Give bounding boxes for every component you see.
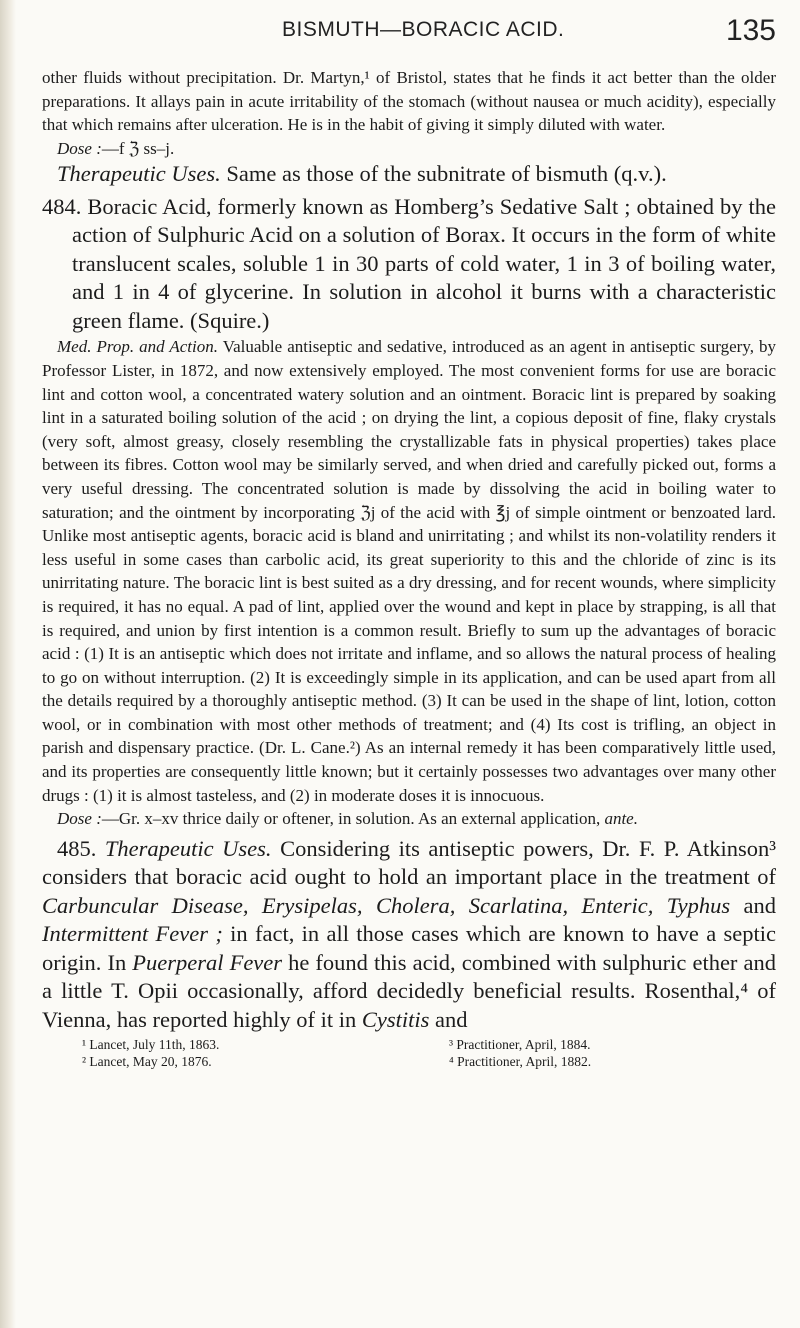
section-485-text-e: and <box>429 1006 468 1032</box>
dose-ante: ante. <box>604 809 638 829</box>
dose-text-2: —Gr. x–xv thrice daily or oftener, in solution. As an external application, <box>101 809 605 829</box>
section-485-text-b: and <box>730 892 776 918</box>
section-485-puerperal: Puerperal Fever <box>132 949 283 975</box>
section-485-label: Therapeutic Uses. <box>104 835 272 861</box>
therapeutic-uses-label: Therapeutic Uses. <box>57 161 221 187</box>
med-prop-text: Valuable antiseptic and sedative, introduced as an agent in antiseptic surgery, by Professor Lister, in 1872, and now extensively employed. The most convenient forms for use are boracic lint and cotton wool, a concentrated watery solution and an ointment. Boracic lint is prepared by soaking lint in a saturated boiling solution of the acid ; on drying the lint, a copious deposit of fine, flaky crystals (very soft, almost greasy, closely resembling the crystallizable fats in physical properties) takes place between its fibres. Cotton wool may be similarly served, and when dried and carefully picked out, forms a very useful dressing. The concentrated solution is made by dissolving the acid in boiling water to saturation; and the ointment by incorporating ℨj of the acid with ℥j of simple ointment or benzoated lard. Unlike most antiseptic agents, boracic acid is bland and unirritating ; and whilst its non-volatility renders it less useful in some cases than carbolic acid, its great superiority to this and the chloride of zinc is its unirritating nature. The boracic lint is best suited as a dry dressing, and for recent wounds, where simplicity is required, it has no equal. A pad of lint, applied over the wound and kept in place by strapping, is all that is required, and union by first intention is a common result. Briefly to sum up the advantages of boracic acid : (1) It is an antiseptic which does not irritate and inflame, and so allows the natural process of healing to go on without interruption. (2) It is exceedingly simple in its application, and can be used apart from all the details required by a thoroughly antiseptic method. (3) It can be used in the shape of lint, lotion, cotton wool, or in combination with most other methods of treatment; and (4) Its cost is trifling, an object in parish and dispensary practice. (Dr. L. Cane.²) As an internal remedy it has been comparatively little used, and its properties are consequently little known; but it certainly possesses two advantages over many other drugs : (1) it is almost tasteless, and (2) in moderate doses it is innocuous. <box>42 337 776 805</box>
section-485-therapeutic-uses <box>42 835 776 1035</box>
page-number: 135 <box>725 14 776 47</box>
section-485-fever: Intermittent Fever ; <box>42 921 223 947</box>
section-485-text-c: in fact, in all those cases which are known to have a septic origin. In <box>42 921 776 975</box>
running-head-title: BISMUTH—BORACIC ACID. <box>282 18 565 41</box>
footnote-2: ² Lancet, May 20, 1876. <box>82 1054 212 1070</box>
footnotes <box>42 1036 776 1070</box>
dose-label: Dose : <box>57 138 102 158</box>
footnote-4: ⁴ Practitioner, April, 1882. <box>449 1054 592 1070</box>
book-page <box>42 14 776 1070</box>
section-484-boracic-acid: 484. Boracic Acid, formerly known as Homberg’s Sedative Salt ; obtained by the action of Sulphuric Acid on a solution of Borax. It occurs in the form of white translucent scales, soluble 1 in 30 parts of cold water, 1 in 3 of boiling water, and 1 in 4 of glycerine. In solution in alcohol it burns with a characteristic green flame. (Squire.) <box>42 193 776 333</box>
paragraph-continuation: other fluids without precipitation. Dr. Martyn,¹ of Bristol, states that he finds it act better than the older preparations. It allays pain in acute irritability of the stomach (without nausea or much acidity), especially that which remains after ulceration. He is in the habit of giving it simply diluted with water. <box>42 68 776 135</box>
med-prop-paragraph <box>42 335 776 807</box>
section-485-text-d: he found this acid, combined with sulphuric ether and a little T. Opii occasionally, afford decidedly beneficial results. Rosenthal,⁴ of Vienna, has reported highly of it in <box>42 949 776 1032</box>
section-485-text-a: Considering its antiseptic powers, Dr. F. P. Atkinson³ considers that boracic acid ought to hold an important place in the treatment of <box>42 835 776 890</box>
med-prop-label: Med. Prop. and Action. <box>57 337 218 357</box>
therapeutic-uses-text: Same as those of the subnitrate of bismuth (q.v.). <box>220 161 667 187</box>
section-485-number: 485. <box>57 835 105 861</box>
section-485-cystitis: Cystitis <box>361 1006 430 1032</box>
dose-line-bismuth <box>42 137 776 161</box>
dose-line-boracic <box>42 807 776 831</box>
dose-text: —f ℨ ss–j. <box>101 138 175 158</box>
page-gutter-shadow <box>0 0 16 1328</box>
dose-label-2: Dose : <box>57 809 102 829</box>
footnote-3: ³ Practitioner, April, 1884. <box>449 1037 591 1053</box>
therapeutic-uses-bismuth <box>42 160 776 189</box>
footnote-1: ¹ Lancet, July 11th, 1863. <box>82 1037 220 1053</box>
running-head <box>42 14 776 66</box>
section-485-diseases: Carbuncular Disease, Erysipelas, Cholera, Scarlatina, Enteric, Typhus <box>42 892 731 918</box>
